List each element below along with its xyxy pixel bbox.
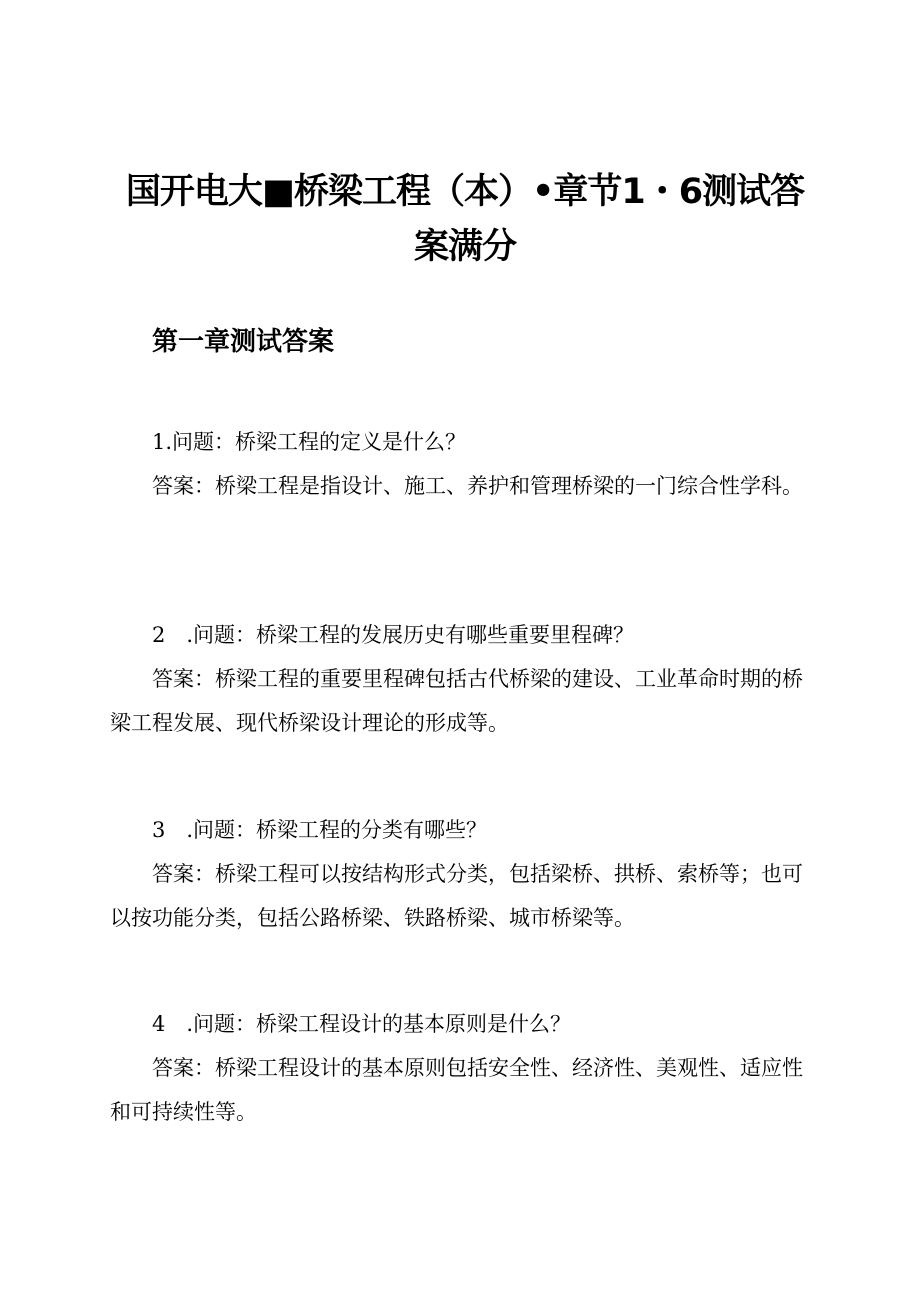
question-text: 2 .问题：桥梁工程的发展历史有哪些重要里程碑？ xyxy=(152,623,635,647)
chapter-heading: 第一章测试答案 xyxy=(152,327,335,357)
question-text: 1.问题：桥梁工程的定义是什么？ xyxy=(152,430,467,454)
answer-text: 答案：桥梁工程是指设计、施工、养护和管理桥梁的一门综合性学科。 xyxy=(152,474,803,498)
document-title-line-2: 案满分 xyxy=(413,227,516,267)
qa-item xyxy=(110,420,810,508)
answer-text: 答案：桥梁工程的重要里程碑包括古代桥梁的建设、工业革命时期的桥梁工程发展、现代桥梁设计理论的形成等。 xyxy=(110,667,803,735)
answer-text: 答案：桥梁工程可以按结构形式分类，包括梁桥、拱桥、索桥等；也可以按功能分类，包括公路桥梁、铁路桥梁、城市桥梁等。 xyxy=(110,862,803,930)
question-text: 3 .问题：桥梁工程的分类有哪些？ xyxy=(152,818,488,842)
document-title-line-1: 国开电大■桥梁工程（本）•章节1・6测试答 xyxy=(125,172,805,212)
qa-item xyxy=(110,613,810,745)
answer-text: 答案：桥梁工程设计的基本原则包括安全性、经济性、美观性、适应性和可持续性等。 xyxy=(110,1056,803,1124)
question-text: 4 .问题：桥梁工程设计的基本原则是什么？ xyxy=(152,1012,572,1036)
document-title xyxy=(120,165,810,275)
qa-item xyxy=(110,808,810,940)
qa-item xyxy=(110,1002,810,1134)
